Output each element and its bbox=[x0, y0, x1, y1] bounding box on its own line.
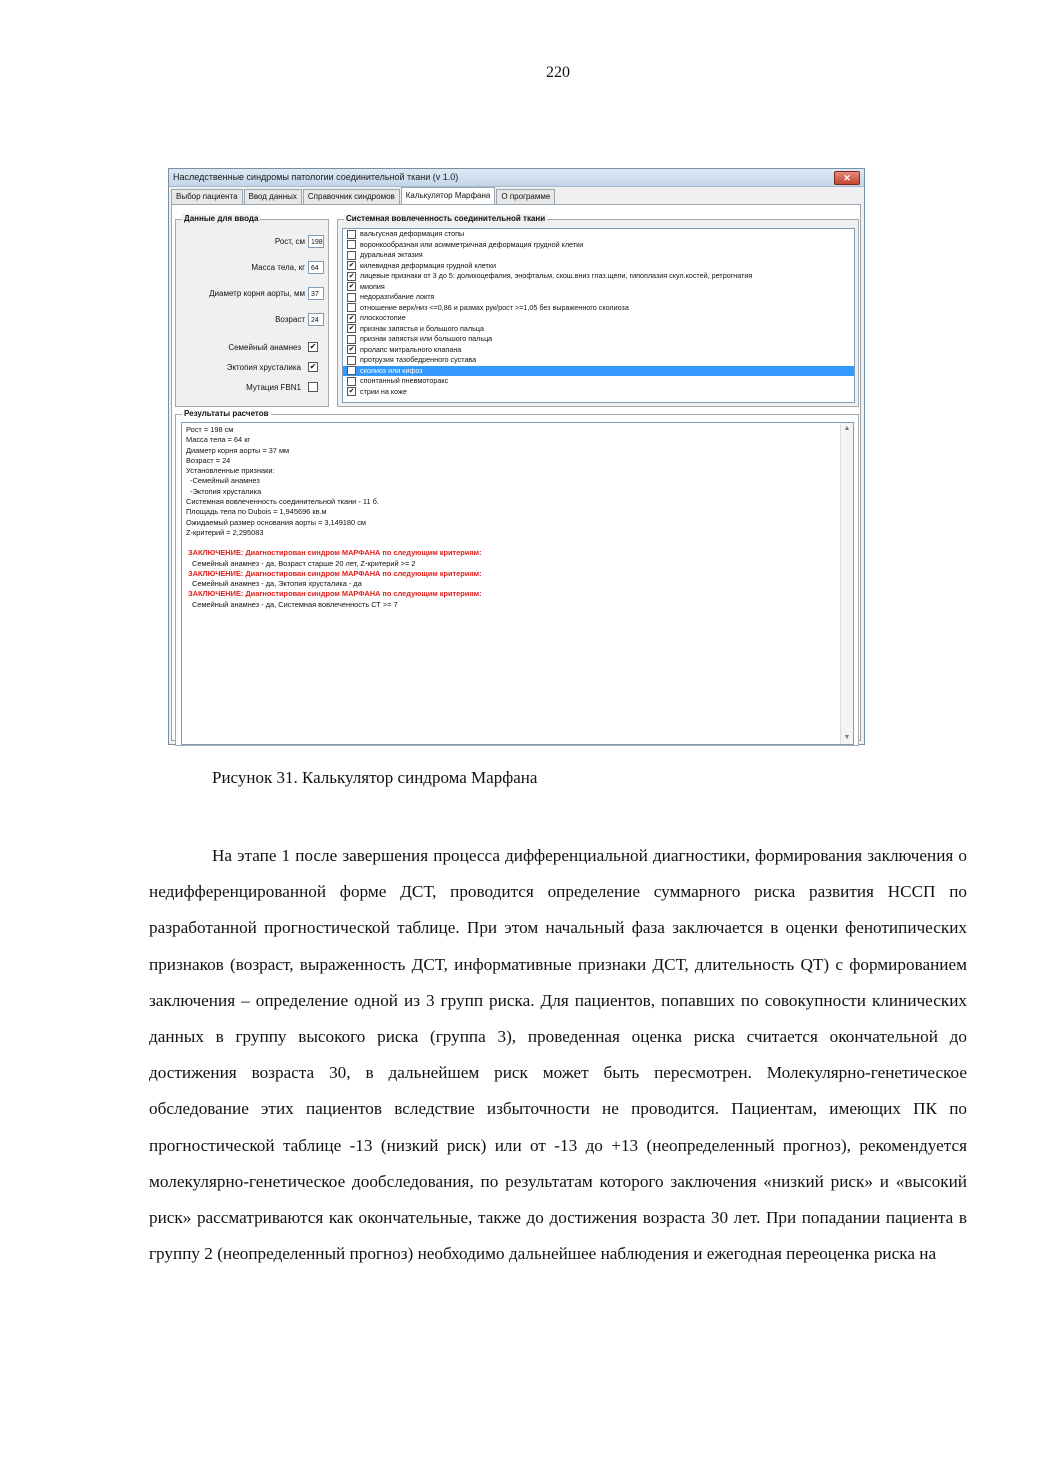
result-line: Рост = 198 см bbox=[186, 425, 234, 434]
results-textarea[interactable] bbox=[181, 422, 854, 745]
tab-patient-select[interactable]: Выбор пациента bbox=[171, 189, 243, 204]
result-line: Масса тела = 64 кг bbox=[186, 435, 251, 445]
system-checklist-item[interactable] bbox=[343, 261, 854, 272]
criteria-line: Семейный анамнез - да, Эктопия хрусталика - да bbox=[192, 579, 362, 589]
item-checkbox[interactable] bbox=[347, 230, 356, 239]
aortic-root-label: Диаметр корня аорты, мм bbox=[209, 288, 305, 298]
weight-input[interactable]: 64 bbox=[308, 261, 324, 274]
scroll-down-icon[interactable]: ▼ bbox=[843, 734, 851, 741]
system-group-title: Системная вовлеченность соединительной ткани bbox=[346, 214, 546, 223]
conclusion-line: ЗАКЛЮЧЕНИЕ: Диагностирован синдром МАРФАНА по следующим критериям: bbox=[188, 568, 482, 578]
item-checkbox[interactable] bbox=[347, 293, 356, 302]
item-label: воронкообразная или асимметричная деформация грудной клетки bbox=[360, 239, 584, 249]
height-input[interactable]: 198 bbox=[308, 235, 324, 248]
weight-label: Масса тела, кг bbox=[251, 262, 305, 272]
family-history-row bbox=[228, 340, 324, 354]
item-label: лицевые признаки от 3 до 5: долихоцефалия, энофтальм, скош.вниз глаз.щели, гипоплазия скул.костей, ретрогнатия bbox=[360, 271, 753, 280]
criteria-line: Семейный анамнез - да, Возраст старше 20 лет, Z-критерий >= 2 bbox=[192, 558, 416, 568]
item-label: вальгусная деформация стопы bbox=[360, 229, 465, 238]
system-checklist-item[interactable] bbox=[343, 355, 854, 366]
system-checklist[interactable] bbox=[342, 228, 855, 403]
item-checkbox[interactable] bbox=[347, 335, 356, 344]
system-checklist-item[interactable] bbox=[343, 334, 854, 345]
aortic-root-input[interactable]: 37 bbox=[308, 287, 324, 300]
item-label: дуральная эктазия bbox=[360, 250, 423, 259]
scroll-up-icon[interactable]: ▲ bbox=[843, 425, 851, 432]
criteria-line: Семейный анамнез - да, Системная вовлеченность СТ >= 7 bbox=[192, 599, 398, 609]
height-label: Рост, см bbox=[274, 236, 305, 246]
system-checklist-item[interactable] bbox=[343, 240, 854, 251]
result-line: Установленные признаки: bbox=[186, 466, 275, 476]
item-label: признак запястья или большого пальца bbox=[360, 334, 493, 343]
item-checkbox[interactable]: ✔ bbox=[348, 262, 355, 270]
family-history-label: Семейный анамнез bbox=[228, 342, 301, 352]
item-label: недоразгибание локтя bbox=[360, 292, 435, 301]
lens-ectopia-row bbox=[227, 360, 324, 374]
age-input[interactable]: 24 bbox=[308, 313, 324, 326]
fbn1-label: Мутация FBN1 bbox=[246, 382, 301, 392]
weight-row bbox=[251, 260, 324, 274]
system-checklist-item[interactable] bbox=[343, 376, 854, 387]
result-line: Z-критерий = 2,295083 bbox=[186, 527, 264, 537]
figure-caption: Рисунок 31. Калькулятор синдрома Марфана bbox=[212, 768, 538, 787]
item-label: сколиоз или кифоз bbox=[360, 365, 423, 375]
item-checkbox[interactable]: ✔ bbox=[348, 272, 355, 280]
system-checklist-item[interactable] bbox=[343, 345, 854, 356]
result-line: Площадь тела по Dubois = 1,945696 кв.м bbox=[186, 507, 327, 517]
conclusion-line: ЗАКЛЮЧЕНИЕ: Диагностирован синдром МАРФАНА по следующим критериям: bbox=[188, 548, 482, 558]
system-checklist-item[interactable] bbox=[343, 387, 854, 398]
item-label: плоскостопие bbox=[360, 313, 406, 322]
item-label: протрузия тазобедренного сустава bbox=[360, 355, 477, 364]
input-group-title: Данные для ввода bbox=[184, 214, 259, 223]
results-group-title: Результаты расчетов bbox=[184, 409, 269, 418]
item-checkbox[interactable] bbox=[347, 251, 356, 260]
fbn1-checkbox[interactable] bbox=[308, 382, 318, 392]
item-label: признак запястья и большого пальца bbox=[360, 323, 484, 333]
item-checkbox[interactable]: ✔ bbox=[348, 314, 355, 322]
tab-bar bbox=[171, 189, 556, 204]
system-checklist-item[interactable] bbox=[343, 271, 854, 282]
item-checkbox[interactable]: ✔ bbox=[348, 367, 355, 375]
page-number: 220 bbox=[546, 64, 570, 81]
system-checklist-item[interactable] bbox=[343, 366, 854, 377]
window-titlebar bbox=[169, 169, 864, 187]
window-title: Наследственные синдромы патологии соединительной ткани (v 1.0) bbox=[173, 172, 459, 182]
result-line: Диаметр корня аорты = 37 мм bbox=[186, 445, 290, 455]
result-line: Возраст = 24 bbox=[186, 455, 231, 465]
lens-ectopia-label: Эктопия хрусталика bbox=[226, 362, 301, 372]
item-checkbox[interactable]: ✔ bbox=[348, 325, 355, 333]
system-checklist-item[interactable] bbox=[343, 282, 854, 293]
result-line: -Семейный анамнез bbox=[186, 476, 260, 486]
body-paragraph bbox=[149, 838, 967, 1272]
tab-marfan-calculator[interactable]: Калькулятор Марфана bbox=[401, 187, 496, 204]
input-data-group bbox=[175, 214, 329, 407]
close-icon[interactable]: ✕ bbox=[834, 171, 860, 185]
lens-ectopia-checkbox[interactable]: ✔ bbox=[309, 362, 317, 371]
tab-data-entry[interactable]: Ввод данных bbox=[244, 189, 302, 204]
item-label: миопия bbox=[360, 281, 385, 291]
system-checklist-item[interactable] bbox=[343, 292, 854, 303]
age-label: Возраст bbox=[275, 314, 305, 324]
tab-syndrome-reference[interactable]: Справочник синдромов bbox=[303, 189, 400, 204]
conclusion-line: ЗАКЛЮЧЕНИЕ: Диагностирован синдром МАРФАНА по следующим критериям: bbox=[188, 589, 482, 599]
system-checklist-item[interactable] bbox=[343, 313, 854, 324]
results-group bbox=[175, 409, 859, 746]
paragraph-text: На этапе 1 после завершения процесса дифференциальной диагностики, формирования заключения о недифференцированной форме ДСТ, проводится определение суммарного риска развития НССП по разработанной прогностической таблице. При этом начальный фаза заключается в оценки фенотипических признаков (возраст, выраженность ДСТ, информативные признаки ДСТ, длительность QT) с формированием заключения – определение одной из 3 групп риска. Для пациентов, попавших по совокупности клинических данных в группу высокого риска (группа 3), проведенная оценка риска считается окончательной до достижения возраста 30, в дальнейшем риск может быть пересмотрен. Молекулярно-генетическое обследование этих пациентов вследствие избыточности не проводится. Пациентам, имеющих ПК по прогностической таблице -13 (низкий риск) или от -13 до +13 (неопределенный прогноз), рекомендуется молекулярно-генетическое дообследования, по результатам которого заключения «низкий риск» и «высокий риск» рассматриваются как окончательные, также до достижения возраста 30 лет. При попадании пациента в группу 2 (неопределенный прогноз) необходимо дальнейшее наблюдения и ежегодная переоценка риска на bbox=[149, 846, 967, 1264]
system-checklist-item[interactable] bbox=[343, 324, 854, 335]
system-checklist-item[interactable] bbox=[343, 250, 854, 261]
item-checkbox[interactable]: ✔ bbox=[348, 283, 355, 291]
tab-about[interactable]: О программе bbox=[496, 189, 555, 204]
tab-panel bbox=[171, 204, 861, 741]
item-checkbox[interactable] bbox=[347, 356, 356, 365]
item-checkbox[interactable]: ✔ bbox=[348, 388, 355, 396]
item-label: пролапс митрального клапана bbox=[360, 344, 462, 354]
item-checkbox[interactable]: ✔ bbox=[348, 346, 355, 354]
aortic-root-row bbox=[209, 286, 324, 300]
item-checkbox[interactable] bbox=[347, 303, 356, 312]
family-history-checkbox[interactable]: ✔ bbox=[309, 342, 317, 351]
fbn1-row bbox=[246, 380, 324, 394]
system-involvement-group bbox=[337, 214, 859, 407]
age-row bbox=[275, 312, 324, 326]
results-scrollbar[interactable] bbox=[840, 423, 853, 744]
item-label: спонтанный пневмоторакс bbox=[360, 376, 449, 385]
result-line: Системная вовлеченность соединительной ткани - 11 б. bbox=[186, 497, 379, 507]
system-checklist-item[interactable] bbox=[343, 303, 854, 314]
item-label: стрии на коже bbox=[360, 386, 407, 396]
item-checkbox[interactable] bbox=[347, 377, 356, 386]
item-checkbox[interactable] bbox=[347, 240, 356, 249]
item-label: килевидная деформация грудной клетки bbox=[360, 260, 496, 270]
system-checklist-item[interactable] bbox=[343, 229, 854, 240]
calculator-window bbox=[168, 168, 865, 745]
height-row bbox=[275, 234, 324, 248]
item-label: отношение верх/низ <=0,86 и размах рук/рост >=1,05 без выраженного сколиоза bbox=[360, 302, 629, 312]
result-line: -Эктопия хрусталика bbox=[186, 486, 262, 496]
result-line: Ожидаемый размер основания аорты = 3,149180 см bbox=[186, 517, 366, 527]
